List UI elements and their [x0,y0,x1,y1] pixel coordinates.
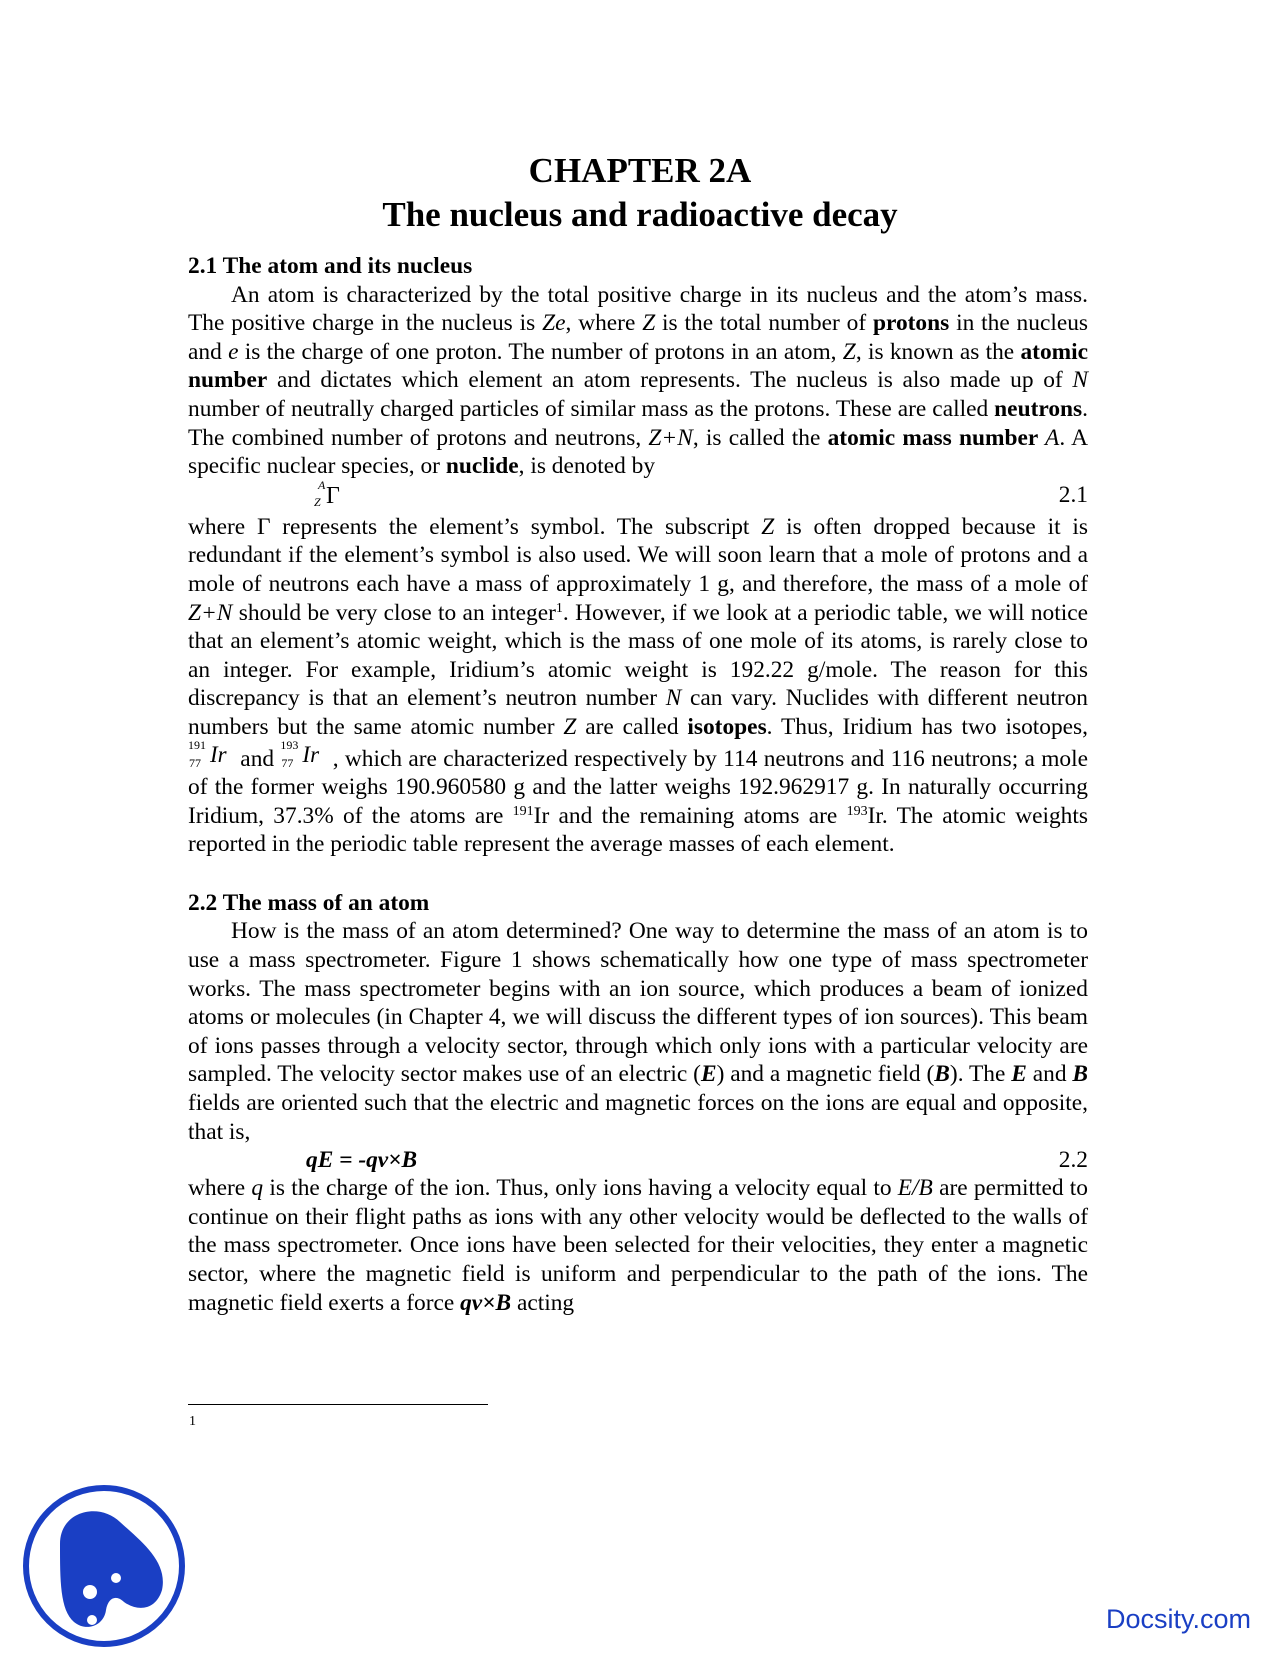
term-neutrons: neutrons [994,395,1083,422]
paragraph-velocity-selector: where q is the charge of the ion. Thus, only ions having a velocity equal to E/B are permitted to continue on their flight paths as ions with any other velocity would be deflected to the walls of the mass spectrometer. Once ions have been selected for their velocities, they enter a magnetic sector, where the magnetic field is uniform and perpendicular to the path of the ions. The magnetic field exerts a force qv×B acting [188,1175,1088,1316]
equation-number: 2.1 [1058,481,1088,508]
term-isotopes: isotopes [687,713,767,740]
section-heading-2-2: 2.2 The mass of an atom [188,889,430,916]
section-2-1 [188,252,1088,1317]
term-protons: protons [872,310,950,337]
equation-2-2 [188,1146,1088,1174]
paragraph-atom-nucleus: An atom is characterized by the total positive charge in its nucleus and the atom’s mass. The positive charge in the nucleus is Ze, where Z is the total number of protons in the nucleus and e is the charge of one proton. The number of protons in an atom, Z, is known as the atomic number and dictates which element an atom represents. The nucleus is also made up of N number of neutrally charged particles of similar mass as the protons. These are called neutrons. The combined number of protons and neutrons, Z+N, is called the atomic mass number A. A specific nuclear species, or nuclide, is denoted by [188,281,1089,480]
term-nuclide: nuclide [445,453,519,480]
nuclide-notation: A Z Γ [314,477,340,509]
chapter-title: The nucleus and radioactive decay [382,195,898,234]
paragraph-mass-spectrometer: How is the mass of an atom determined? One way to determine the mass of an atom is to use a mass spectrometer. Figure 1 shows schematically how one type of mass spectrometer works. The mass spectrometer begins with an ion source, which produces a beam of ionized atoms or molecules (in Chapter 4, we will discuss the different types of ion sources). This beam of ions passes through a velocity sector, through which only ions with a particular velocity are sampled. The velocity sector makes use of an electric (E) and a magnetic field (B). The E and B fields are oriented such that the electric and magnetic forces on the ions are equal and opposite, that is, [188,918,1088,1145]
isotope-ir-191: 191 77 Ir [188,737,227,770]
equation-number: 2.2 [1058,1147,1088,1174]
docsity-brand[interactable]: Docsity.com [1106,1604,1252,1634]
section-heading-2-1: 2.1 The atom and its nucleus [188,253,473,279]
docsity-logo-icon[interactable] [20,1480,192,1648]
footnote-divider [188,1404,488,1405]
chapter-label: CHAPTER 2A [528,151,752,190]
force-equation: qE = -qv×B [306,1147,418,1174]
equation-2-1 [188,477,1088,513]
footnote-ref: 1 [555,600,563,616]
paragraph-isotopes: where Γ represents the element’s symbol. The subscript Z is often dropped because it is redundant if the element’s symbol is also used. We will soon learn that a mole of protons and a mole of neutrons each have a mass of approximately 1 g, and therefore, the mass of a mole of Z+N should be very close to an integer$^1$. However, if we look at a periodic table, we will notice that an element’s atomic weight, which is the mass of one mole of its atoms, is rarely close to an integer. For example, Iridium’s atomic weight is 192.22 g/mole. The reason for this discrepancy is that an element’s neutron number N can vary. Nuclides with different neutron numbers but the same atomic number Z are called isotopes. Thus, Iridium has two isotopes, 191 77 Ir and 193 77 Ir , which are characterized respectively by 114 neutrons and 116 neutrons; a mole of the former weighs 190.960580 g and the latter weighs 192.962917 g. In naturally occurring Iridium, 37.3% of the atoms are $^{191}$Ir and the remaining atoms are $^{193}$Ir. The atomic weights reported in the periodic table represent the average masses of each element. [188,513,1089,858]
term-atomic-number: atomic number [188,338,1089,394]
term-atomic-mass-number: atomic mass number [827,424,1039,451]
footnote-mark: 1 [189,1414,196,1429]
isotope-ir-193: 193 77 Ir [280,737,320,770]
